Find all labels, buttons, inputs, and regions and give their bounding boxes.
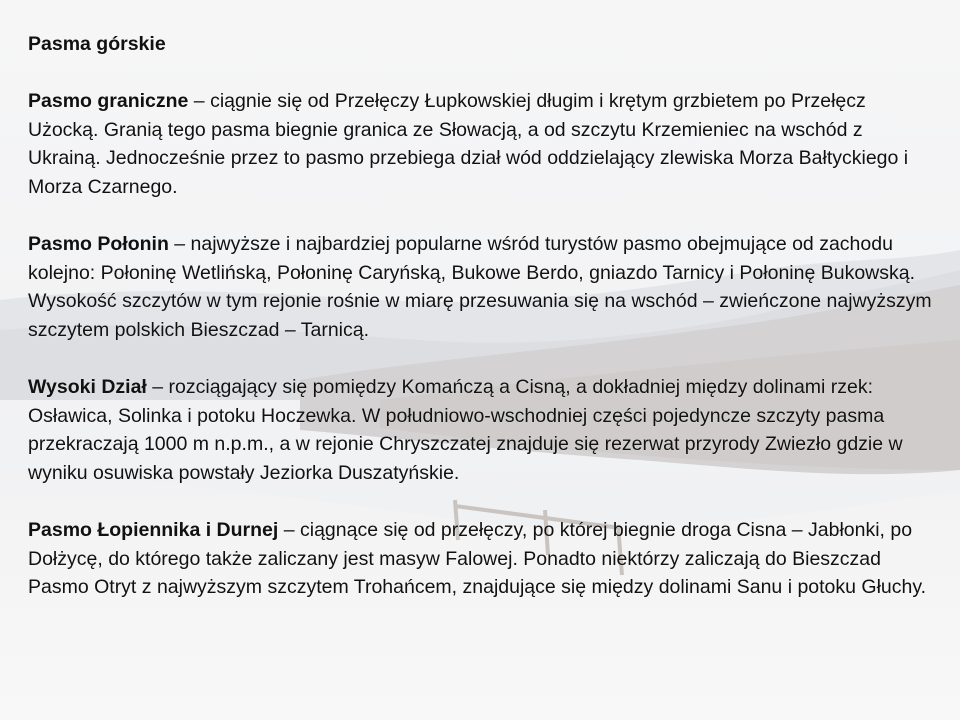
section-pasmo-lopiennika	[28, 516, 933, 602]
section-pasmo-polonin	[28, 230, 933, 344]
section-pasmo-graniczne	[28, 87, 933, 201]
slide-content	[28, 30, 933, 602]
section-text: – najwyższe i najbardziej popularne wśród turystów pasmo obejmujące od zachodu kolejno: Połoninę Wetlińską, Połoninę Caryńską, Bukowe Berdo, gniazdo Tarnicy i Połoninę Bukowską. Wysokość szczytów w tym rejonie rośnie w miarę przesuwania się na wschód – zwieńczone najwyższym szczytem polskich Bieszczad – Tarnicą.	[28, 233, 932, 341]
slide-title: Pasma górskie	[28, 33, 166, 55]
section-text: – ciągnie się od Przełęczy Łupkowskiej długim i krętym grzbietem po Przełęcz Użocką. Granią tego pasma biegnie granica ze Słowacją, a od szczytu Krzemieniec na wschód z Ukrainą. Jednocześnie przez to pasmo przebiega dział wód oddzielający zlewiska Morza Bałtyckiego i Morza Czarnego.	[28, 90, 909, 198]
section-name: Pasmo graniczne	[28, 90, 189, 113]
section-name: Pasmo Łopiennika i Durnej	[28, 519, 279, 542]
section-name: Pasmo Połonin	[28, 233, 169, 256]
section-text: – rozciągający się pomiędzy Komańczą a Cisną, a dokładniej między dolinami rzek: Osławica, Solinka i potoku Hoczewka. W południowo-wschodniej części pojedyncze szczyty pasma przekraczają 1000 m n.p.m., a w rejonie Chryszczatej znajduje się rezerwat przyrody Zwiezło gdzie w wyniku osuwiska powstały Jeziorka Duszatyńskie.	[28, 376, 903, 484]
section-wysoki-dzial	[28, 373, 933, 487]
section-name: Wysoki Dział	[28, 376, 147, 399]
section-text: – ciągnące się od przełęczy, po której biegnie droga Cisna – Jabłonki, po Dołżycę, do którego także zaliczany jest masyw Falowej. Ponadto niektórzy zaliczają do Bieszczad Pasmo Otryt z najwyższym szczytem Trohańcem, znajdujące się między dolinami Sanu i potoku Głuchy.	[28, 519, 927, 599]
